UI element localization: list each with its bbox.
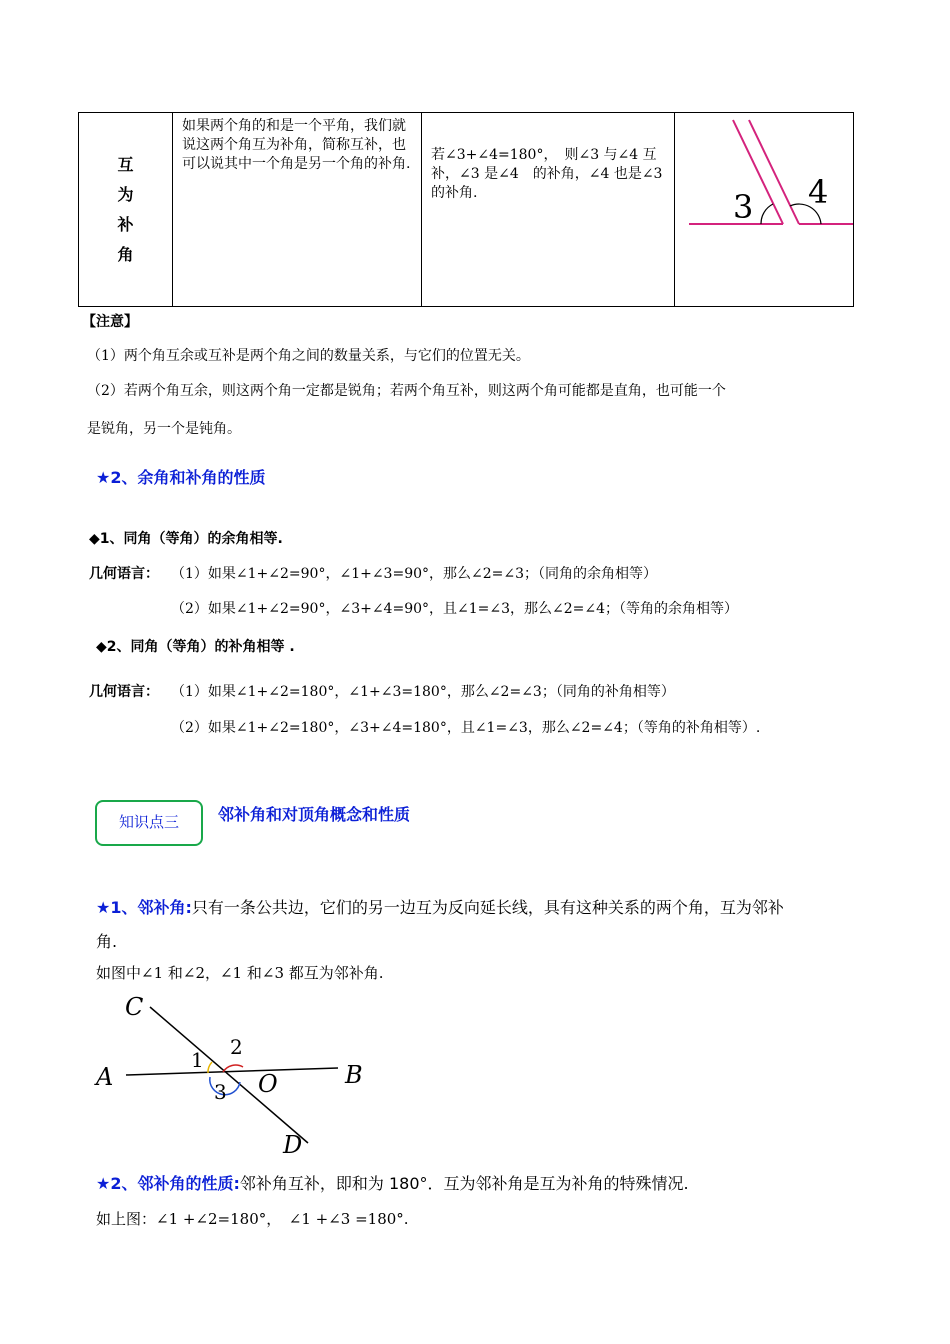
term-label: 互为补角 (117, 154, 134, 264)
point-D-label: D (283, 1131, 303, 1159)
example-cell (422, 113, 675, 307)
point-C-label: C (125, 995, 144, 1021)
term-cell (79, 113, 173, 307)
point-O-label: O (258, 1070, 278, 1098)
supplementary-angles-figure (675, 113, 853, 302)
definition-table (78, 112, 854, 307)
figure-line-slant-right (749, 120, 799, 224)
property-1-line-2: （2）如果∠1+∠2=90°，∠3+∠4=90°，且∠1=∠3，那么∠2=∠4；（等角的余角相等） (171, 601, 739, 617)
adjacent-angles-figure (90, 995, 380, 1160)
point-B-label: B (345, 1061, 363, 1089)
adjacent-definition-text: 只有一条公共边，它们的另一边互为反向延长线，具有这种关系的两个角，互为邻补 (191, 898, 784, 917)
adjacent-definition-title: ★1、邻补角: (96, 898, 192, 917)
property-2-line-2: （2）如果∠1+∠2=180°，∠3+∠4=180°，且∠1=∠3，那么∠2=∠4；（等角的补角相等）. (171, 720, 761, 736)
point-A-label: A (96, 1063, 114, 1091)
property-2-line-1: （1）如果∠1+∠2=180°，∠1+∠3=180°，那么∠2=∠3；（同角的补角相等） (171, 684, 675, 700)
note-item-2-line2: 是锐角，另一个是钝角。 (87, 421, 241, 437)
adjacent-property (96, 1171, 689, 1194)
adjacent-definition-continuation: 角. (96, 932, 118, 951)
definition-text: 如果两个角的和是一个平角，我们就说这两个角互为补角，简称互补，也可以说其中一个角是另一个角的补角. (182, 118, 411, 172)
section-2-title: ★2、余角和补角的性质 (96, 468, 266, 487)
angle-label-3: 3 (733, 188, 754, 226)
angle-2-label: 2 (230, 1035, 243, 1059)
figure-caption: 如图中∠1 和∠2，∠1 和∠3 都互为邻补角. (96, 964, 384, 982)
angle-3-label: 3 (214, 1080, 227, 1104)
property-1-line-1: （1）如果∠1+∠2=90°，∠1+∠3=90°，那么∠2=∠3；（同角的余角相等） (171, 566, 658, 582)
adjacent-definition (96, 895, 784, 918)
angle-1-label: 1 (191, 1048, 204, 1072)
figure-cell (675, 113, 854, 307)
angle-arc-3 (761, 204, 773, 224)
property-2-title: ◆2、同角（等角）的补角相等 . (96, 639, 295, 655)
angle-1-arc (208, 1062, 212, 1073)
line-AB (126, 1068, 338, 1075)
note-item-1: （1）两个角互余或互补是两个角之间的数量关系，与它们的位置无关。 (87, 348, 530, 364)
note-item-2-line1: （2）若两个角互余，则这两个角一定都是锐角；若两个角互补，则这两个角可能都是直角，也可能一个 (87, 383, 726, 399)
note-heading: 【注意】 (82, 314, 138, 330)
adjacent-property-title: ★2、邻补角的性质: (96, 1174, 240, 1193)
definition-cell (173, 113, 422, 307)
adjacent-property-text: 邻补角互补，即和为 180°．互为邻补角是互为补角的特殊情况. (239, 1174, 689, 1193)
knowledge-point-badge: 知识点三 (95, 800, 203, 846)
geometry-language-label: 几何语言： (89, 566, 159, 582)
property-1-title: ◆1、同角（等角）的余角相等. (89, 531, 283, 547)
knowledge-point-title: 邻补角和对顶角概念和性质 (218, 805, 411, 824)
example-text: 若∠3+∠4=180°， 则∠3 与∠4 互补，∠3 是∠4 的补角，∠4 也是∠3 的补角. (431, 147, 677, 201)
angle-label-4: 4 (808, 173, 829, 211)
adjacent-property-example: 如上图：∠1 +∠2=180°， ∠1 +∠3 =180°. (96, 1210, 409, 1228)
table-row (79, 113, 854, 307)
geometry-language-label-2: 几何语言： (89, 684, 159, 700)
line-CD (150, 1007, 308, 1143)
